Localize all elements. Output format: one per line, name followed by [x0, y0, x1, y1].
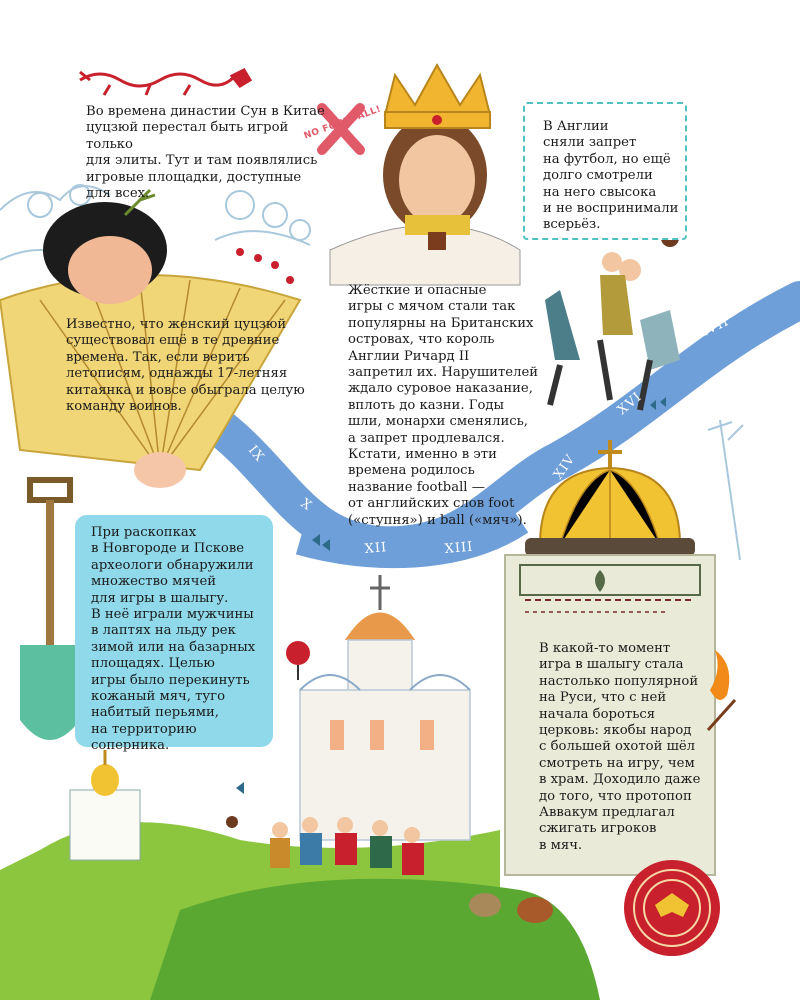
song-dynasty-text: Во времена династии Сун в Китае цуцзюй перестал быть игрой только для элиты. Тут и там появлялись игровые площадки, доступные для всех. — [86, 104, 325, 202]
novgorod-bubble — [75, 515, 273, 754]
rus-text: В какой-то момент игра в шалыгу стала настолько популярной на Руси, что с ней начала бороться церковь: якобы народ с большей охотой шёл смотреть на игру, чем в храм. Доходило даже до того, что протопоп Аввакум предлагал сжигать игроков в мяч. — [539, 641, 701, 853]
century-label: XVII — [695, 314, 732, 342]
england-note-box — [523, 102, 687, 240]
no-football-label: NO FOOTBALL! — [302, 104, 383, 142]
england-text: В Англии сняли запрет на футбол, но ещё долго смотрели на него свысока и не воспринимали всерьёз. — [543, 119, 679, 233]
century-label: XVI — [614, 389, 646, 419]
century-label: XII — [364, 540, 388, 557]
novgorod-text: При раскопках в Новгороде и Пскове археологи обнаружили множество мячей для игры в шалыгу. В неё играли мужчины в лаптях на льду рек зимой или на базарных площадях. Целью игры было перекинуть кожаный мяч, туго набитый перьями, на территорию соперника. — [91, 525, 256, 754]
century-label: IX — [244, 442, 267, 466]
century-label: X — [297, 495, 315, 515]
century-label: XIV — [550, 451, 579, 483]
britain-text: Жёсткие и опасные игры с мячом стали так популярны на Британских островах, что король Англии Ричард II запретил их. Нарушителей ждало суровое наказание, вплоть до казни. Годы шли, монархи сменялись, а запрет продлевался. Кстати, именно в эти времена родилось название football — от английских слов foot («ступня») и ball («мяч»). — [348, 283, 539, 528]
century-label: XIII — [444, 539, 474, 557]
fan-text: Известно, что женский цуцзюй существовал ещё в те древние времена. Так, если верить летописям, однажды 17-летняя китаянка и вовсе обыграла целую команду воинов. — [66, 317, 305, 415]
